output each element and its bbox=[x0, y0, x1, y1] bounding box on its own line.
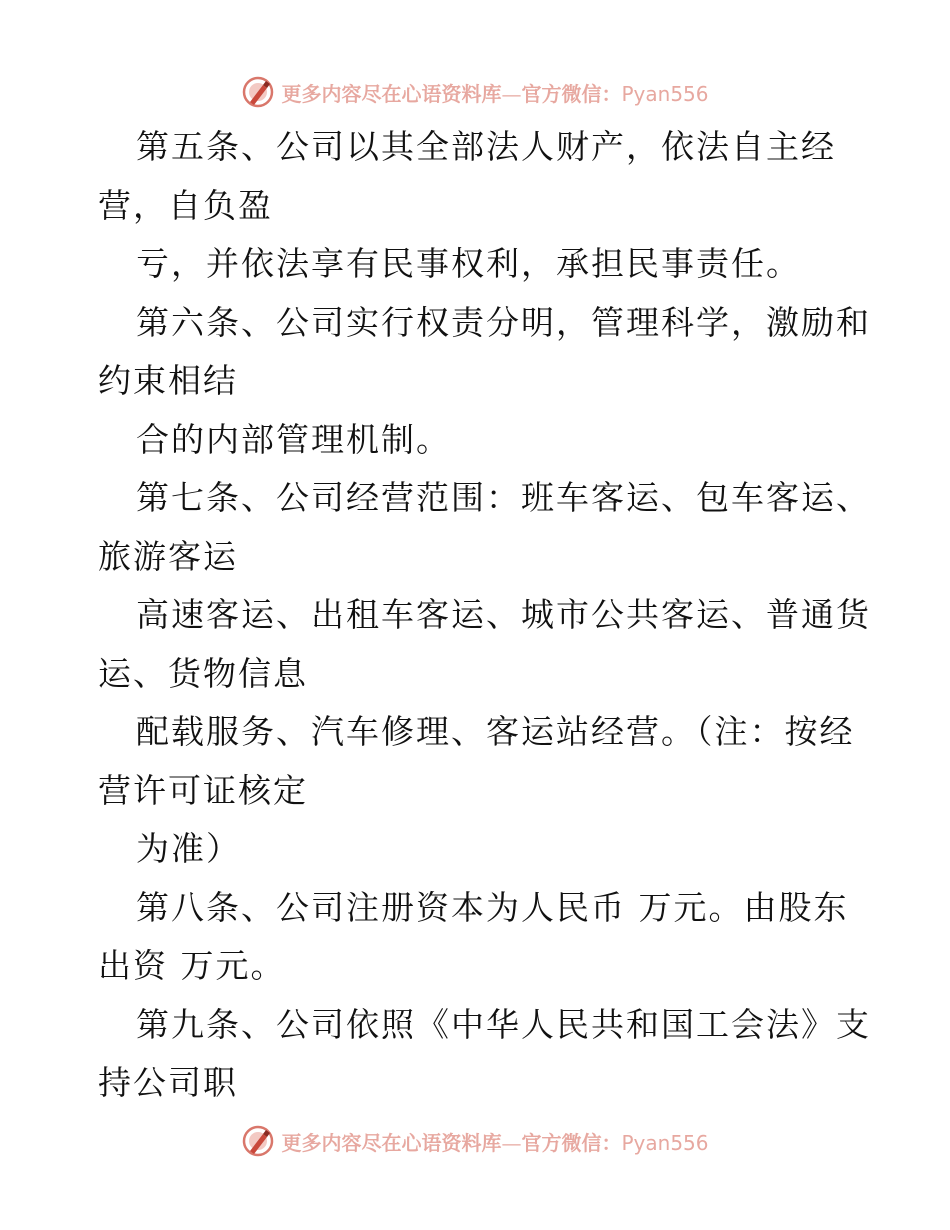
header-watermark bbox=[0, 72, 950, 112]
watermark-brand: 更多内容尽在心语资料库 bbox=[281, 1130, 502, 1155]
watermark-wechat-id: Pyan556 bbox=[621, 81, 709, 106]
text-line: 营，自负盈 bbox=[98, 185, 273, 225]
footer-watermark bbox=[0, 1121, 950, 1161]
watermark-separator: — bbox=[501, 1130, 522, 1155]
text-line: 第七条、公司经营范围：班车客运、包车客运、 bbox=[136, 478, 871, 517]
watermark-separator: — bbox=[501, 81, 522, 106]
pen-logo-icon bbox=[241, 1124, 275, 1158]
text-line: 亏，并依法享有民事权利，承担民事责任。 bbox=[136, 244, 801, 283]
text-line: 合的内部管理机制。 bbox=[136, 419, 451, 459]
text-line: 持公司职 bbox=[98, 1063, 238, 1102]
text-line: 第九条、公司依照《中华人民共和国工会法》支 bbox=[136, 1004, 871, 1044]
text-line: 运、货物信息 bbox=[98, 653, 308, 693]
text-line: 配载服务、汽车修理、客运站经营。（注：按经 bbox=[136, 712, 855, 751]
watermark-text bbox=[281, 78, 708, 107]
text-line: 营许可证核定 bbox=[98, 770, 308, 810]
watermark-wechat-label: 官方微信： bbox=[521, 1130, 622, 1155]
watermark-text bbox=[281, 1127, 708, 1156]
text-line: 出资 万元。 bbox=[98, 946, 286, 985]
watermark-wechat-id: Pyan556 bbox=[621, 1130, 709, 1155]
text-line: 第八条、公司注册资本为人民币 万元。由股东 bbox=[136, 887, 849, 927]
text-line: 第五条、公司以其全部法人财产，依法自主经 bbox=[136, 127, 836, 166]
text-line: 高速客运、出租车客运、城市公共客运、普通货 bbox=[136, 595, 871, 634]
text-line: 第六条、公司实行权责分明，管理科学，激励和 bbox=[136, 302, 871, 342]
watermark-wechat-label: 官方微信： bbox=[521, 81, 622, 106]
pen-logo-icon bbox=[241, 75, 275, 109]
text-line: 为准） bbox=[136, 829, 241, 868]
text-line: 旅游客运 bbox=[98, 536, 238, 576]
text-line: 约束相结 bbox=[98, 361, 238, 400]
watermark-brand: 更多内容尽在心语资料库 bbox=[281, 81, 502, 106]
document-body bbox=[98, 118, 871, 1113]
